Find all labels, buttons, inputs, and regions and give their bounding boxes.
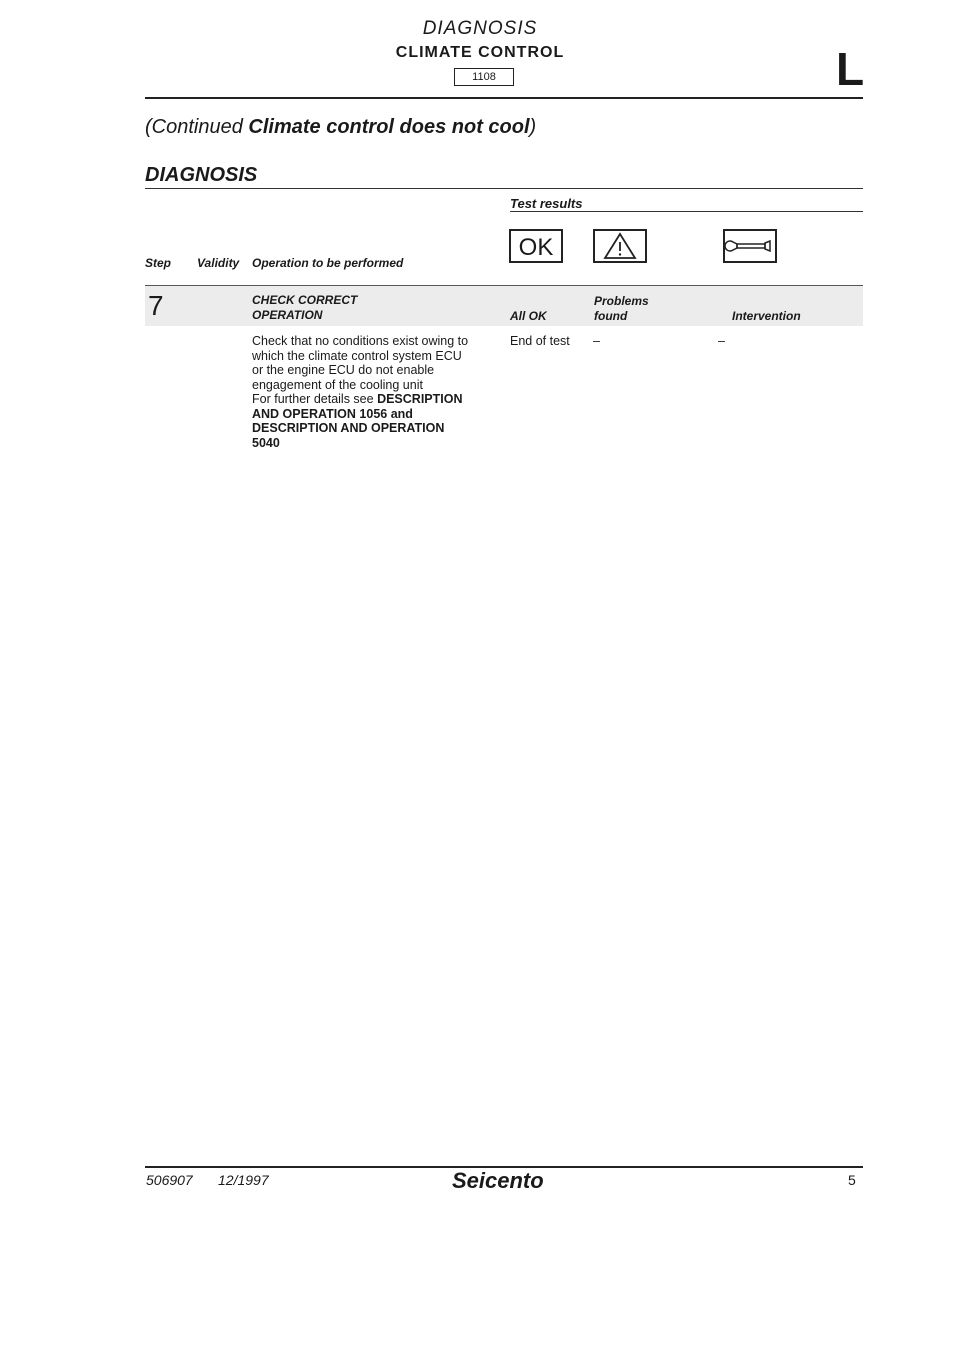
all-ok-label: All OK (510, 309, 547, 323)
section-title: DIAGNOSIS (145, 164, 258, 186)
result-all-ok: End of test (510, 334, 570, 348)
continued-suffix: ) (529, 116, 537, 138)
column-validity: Validity (197, 256, 240, 270)
step-title-line2: OPERATION (252, 308, 323, 322)
problems-line2: found (594, 309, 628, 323)
warning-triangle-icon (593, 229, 647, 263)
column-operation: Operation to be performed (252, 256, 404, 270)
result-intervention: – (718, 334, 725, 348)
problems-found-label (594, 294, 649, 324)
body-line2: which the climate control system ECU (252, 348, 462, 363)
continued-prefix: (Continued (145, 116, 249, 138)
page-number: 5 (848, 1172, 856, 1188)
body-bold4-text: 5040 (252, 435, 280, 450)
continued-bold: Climate control does not cool (248, 116, 530, 138)
intervention-label: Intervention (732, 309, 801, 323)
header-rule (145, 97, 863, 99)
ok-icon: OK (509, 229, 563, 263)
body-bold3 (252, 421, 502, 436)
body-line4: engagement of the cooling unit (252, 377, 423, 392)
body-line5-text: For further details see (252, 392, 378, 406)
body-bold1: DESCRIPTION (377, 392, 463, 406)
header-code-box: 1108 (454, 68, 514, 86)
step-number: 7 (148, 290, 164, 321)
step-title-line1: CHECK CORRECT (252, 293, 358, 307)
footer-date: 12/1997 (218, 1172, 269, 1188)
continued-heading (145, 116, 536, 139)
step-title (252, 293, 357, 323)
test-results-label: Test results (510, 196, 583, 211)
body-bold2 (252, 407, 502, 422)
test-results-rule (510, 211, 863, 212)
body-line1: Check that no conditions exist owing to (252, 334, 469, 348)
header-title: DIAGNOSIS (422, 18, 538, 39)
footer-brand: Seicento (452, 1168, 544, 1193)
body-bold2-text: AND OPERATION 1056 and (252, 406, 413, 421)
body-bold4 (252, 436, 502, 451)
column-step: Step (145, 256, 172, 270)
operation-text (252, 334, 502, 450)
section-rule (145, 188, 863, 189)
body-line5 (252, 392, 502, 407)
section-letter: L (836, 43, 865, 95)
header-subtitle: CLIMATE CONTROL (395, 44, 565, 61)
footer-doc-code: 506907 (146, 1172, 193, 1188)
body-line3: or the engine ECU do not enable (252, 363, 435, 377)
result-problems: – (593, 334, 600, 348)
wrench-icon (723, 229, 777, 263)
body-bold3-text: DESCRIPTION AND OPERATION (252, 421, 445, 435)
problems-line1: Problems (594, 294, 649, 308)
